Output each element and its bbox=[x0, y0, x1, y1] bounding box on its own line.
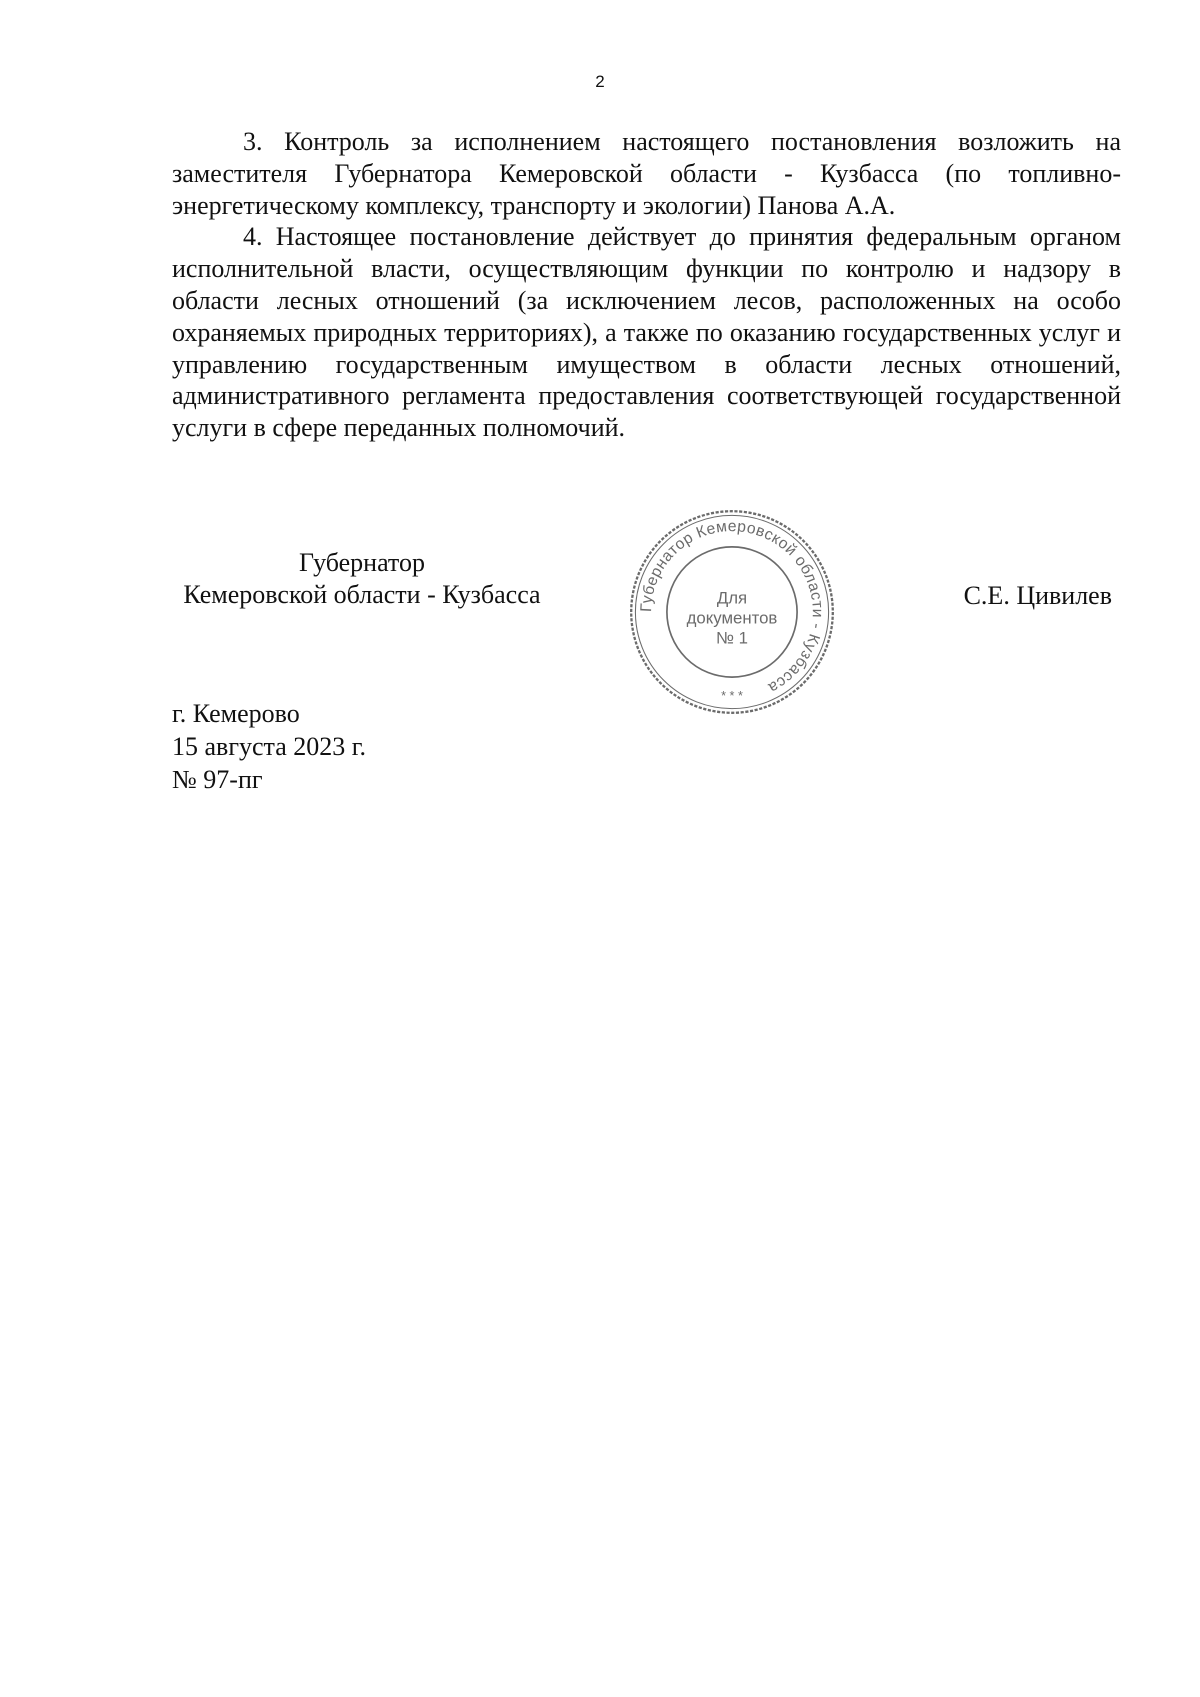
city: г. Кемерово bbox=[172, 699, 300, 728]
signatory-name: С.Е. Цивилев bbox=[963, 581, 1112, 610]
document-body bbox=[172, 126, 1121, 444]
seal-stars: * * * bbox=[721, 689, 743, 704]
seal-ring-text: Губернатор Кемеровской области - Кузбасса bbox=[638, 518, 826, 697]
document-number: № 97-пг bbox=[172, 765, 263, 794]
position-line-1: Губернатор bbox=[299, 548, 425, 577]
seal-center-line-3: № 1 bbox=[716, 628, 748, 648]
position-line-2: Кемеровской области - Кузбасса bbox=[183, 580, 541, 609]
signatory-position bbox=[150, 547, 574, 611]
paragraph-3: 3. Контроль за исполнением настоящего постановления возложить на заместителя Губернатора Кемеровской области - Кузбасса (по топливно-энергетическому комплексу, транспорту и экологии) Панова А.А. bbox=[172, 127, 1121, 220]
page-number: 2 bbox=[595, 72, 605, 91]
document-date: 15 августа 2023 г. bbox=[172, 732, 366, 761]
document-requisites bbox=[172, 697, 366, 796]
paragraph-4: 4. Настоящее постановление действует до принятия федеральным органом исполнительной власти, осуществляющим функции по контролю и надзору в области лесных отношений (за исключением лесов, расположенных на особо охраняемых природных территориях), а также по оказанию государственных услуг и управлению государственным имуществом в области лесных отношений, административного регламента предоставления соответствующей государственной услуги в сфере переданных полномочий. bbox=[172, 222, 1121, 443]
seal-center-line-2: документов bbox=[686, 608, 778, 628]
official-seal bbox=[627, 507, 837, 717]
seal-graphic bbox=[627, 507, 837, 717]
seal-center-line-1: Для bbox=[716, 588, 748, 608]
